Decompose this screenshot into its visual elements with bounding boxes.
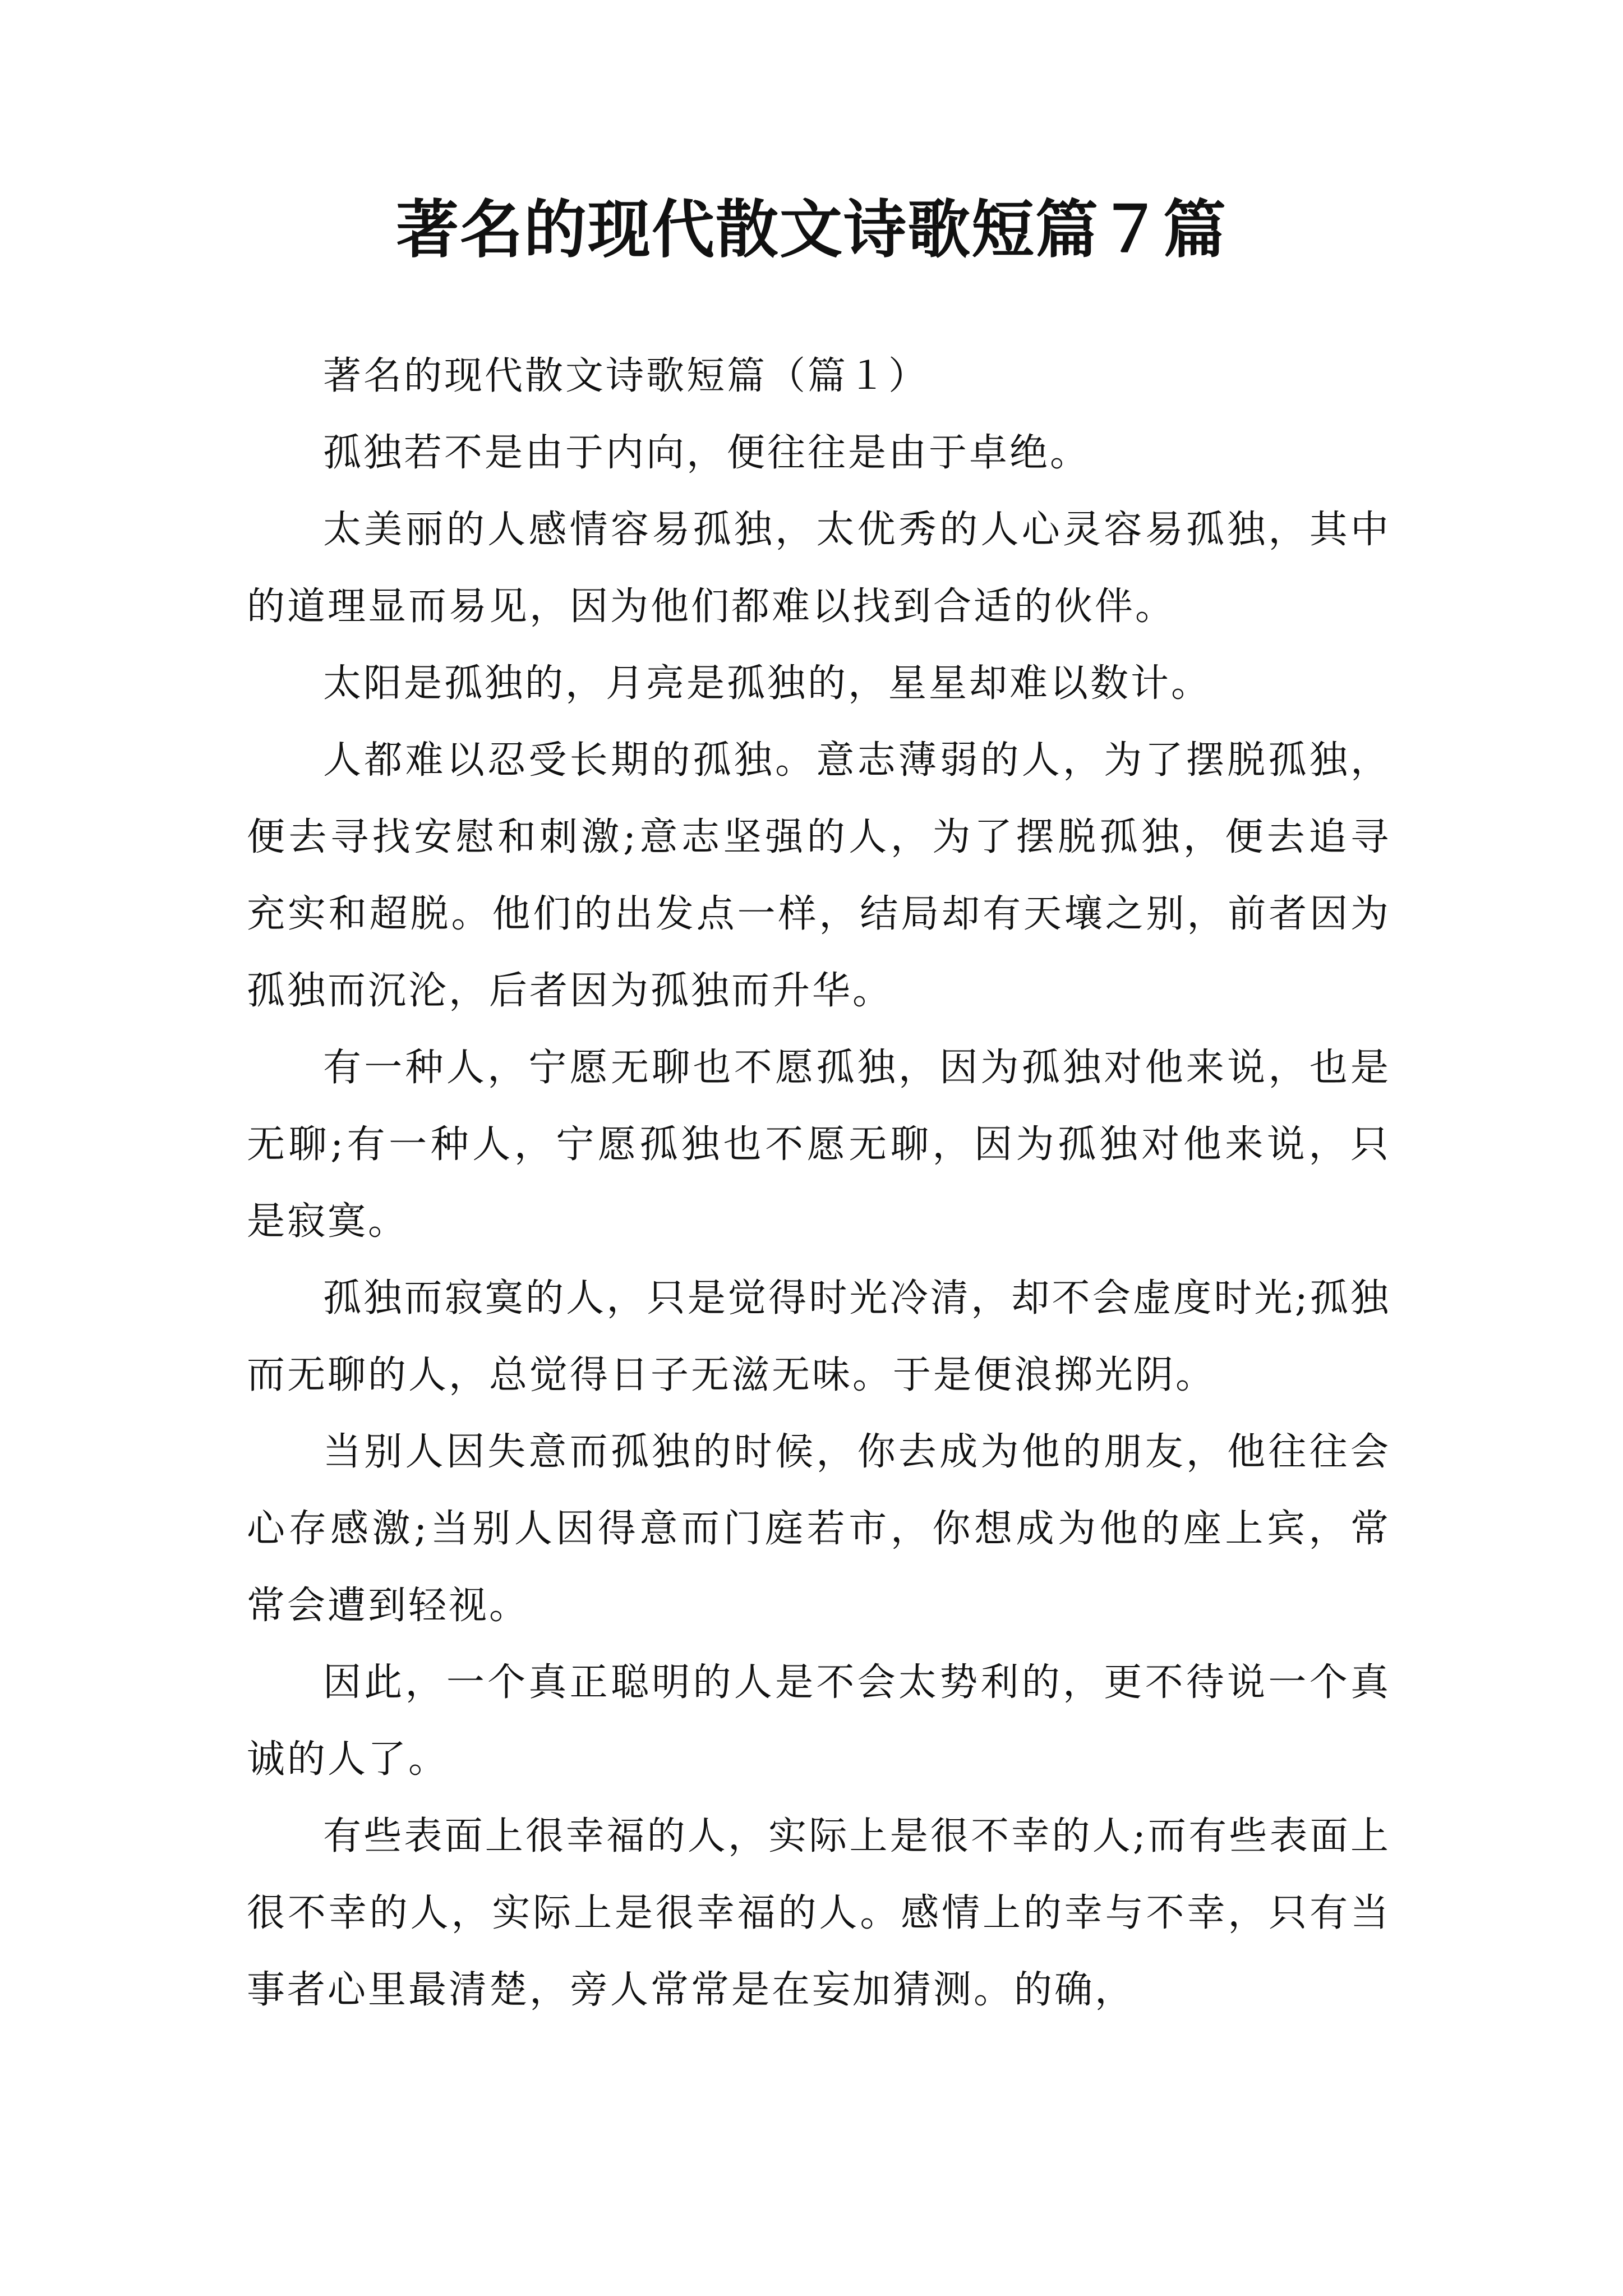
- document-title: 著名的现代散文诗歌短篇７篇: [396, 193, 1227, 266]
- paragraph: 当别人因失意而孤独的时候，你去成为他的朋友，他往往会心存感激;当别人因得意而门庭若市，你想成为他的座上宾，常常会遭到轻视。: [247, 1430, 1391, 1628]
- document-body: [247, 338, 1391, 2028]
- paragraph: 因此，一个真正聪明的人是不会太势利的，更不待说一个真诚的人了。: [247, 1660, 1391, 1782]
- paragraph: 孤独若不是由于内向，便往往是由于卓绝。: [323, 431, 1091, 475]
- paragraph: 有一种人，宁愿无聊也不愿孤独，因为孤独对他来说，也是无聊;有一种人，宁愿孤独也不愿无聊，因为孤独对他来说，只是寂寞。: [247, 1046, 1391, 1244]
- paragraph: 有些表面上很幸福的人，实际上是很不幸的人;而有些表面上很不幸的人，实际上是很幸福的人。感情上的幸与不幸，只有当事者心里最清楚，旁人常常是在妄加猜测。的确，: [247, 1814, 1391, 2012]
- paragraph: 孤独而寂寞的人，只是觉得时光冷清，却不会虚度时光;孤独而无聊的人，总觉得日子无滋无味。于是便浪掷光阴。: [247, 1276, 1391, 1397]
- paragraph: 太阳是孤独的，月亮是孤独的，星星却难以数计。: [323, 661, 1212, 706]
- paragraph: 人都难以忍受长期的孤独。意志薄弱的人，为了摆脱孤独，便去寻找安慰和刺激;意志坚强的人，为了摆脱孤独，便去追寻充实和超脱。他们的出发点一样，结局却有天壤之别，前者因为孤独而沉沦，后者因为孤独而升华。: [247, 738, 1391, 1013]
- paragraph: 太美丽的人感情容易孤独，太优秀的人心灵容易孤独，其中的道理显而易见，因为他们都难以找到合适的伙伴。: [247, 508, 1391, 629]
- section-heading: 著名的现代散文诗歌短篇（篇１）: [323, 354, 929, 398]
